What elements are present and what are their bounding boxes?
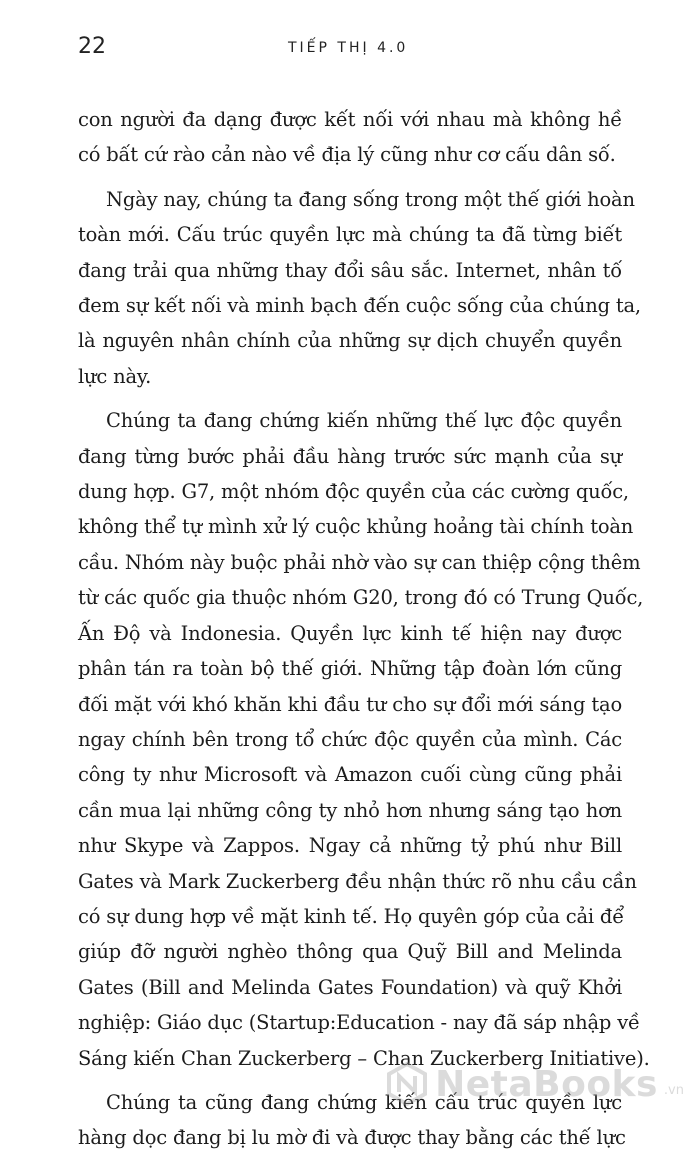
text-line: giúp đỡ người nghèo thông qua Quỹ Bill and Melinda <box>78 940 622 964</box>
text-line: đem sự kết nối và minh bạch đến cuộc sống của chúng ta, <box>78 294 641 318</box>
text-line: Sáng kiến Chan Zuckerberg – Chan Zuckerberg Initiative). <box>78 1046 650 1070</box>
text-line: công ty như Microsoft và Amazon cuối cùng cũng phải <box>78 763 622 787</box>
text-line: đang trải qua những thay đổi sâu sắc. Internet, nhân tố <box>78 258 622 282</box>
netabooks-logo-icon <box>385 1062 429 1106</box>
text-line: đang từng bước phải đầu hàng trước sức mạnh của sự <box>78 444 622 468</box>
watermark-suffix: .vn <box>663 1083 684 1098</box>
running-title: TIẾP THỊ 4.0 <box>288 40 409 56</box>
text-line: Gates và Mark Zuckerberg đều nhận thức rõ nhu cầu cần <box>78 869 637 893</box>
text-line: không thể tự mình xử lý cuộc khủng hoảng tài chính toàn <box>78 515 634 539</box>
text-line: Gates (Bill and Melinda Gates Foundation) và quỹ Khởi <box>78 975 622 999</box>
text-line: có sự dung hợp về mặt kinh tế. Họ quyên góp của cải để <box>78 904 625 928</box>
text-line: lực này. <box>78 364 152 388</box>
text-line: nghiệp: Giáo dục (Startup:Education - nay đã sáp nhập về <box>78 1011 640 1035</box>
text-line: như Skype và Zappos. Ngay cả những tỷ phú như Bill <box>78 834 622 858</box>
text-line: là nguyên nhân chính của những sự dịch chuyển quyền <box>78 329 622 353</box>
text-line: ngay chính bên trong tổ chức độc quyền của mình. Các <box>78 727 622 751</box>
text-line: có bất cứ rào cản nào về địa lý cũng như cơ cấu dân số. <box>78 143 616 167</box>
text-line: Chúng ta đang chứng kiến những thế lực độc quyền <box>106 409 622 433</box>
text-line: từ các quốc gia thuộc nhóm G20, trong đó có Trung Quốc, <box>78 586 644 610</box>
text-line: Ngày nay, chúng ta đang sống trong một thế giới hoàn <box>106 187 635 211</box>
text-line: Chúng ta cũng đang chứng kiến cấu trúc quyền lực <box>106 1090 622 1114</box>
text-line: phân tán ra toàn bộ thế giới. Những tập đoàn lớn cũng <box>78 657 622 681</box>
text-line: dung hợp. G7, một nhóm độc quyền của các cường quốc, <box>78 480 629 504</box>
text-line: con người đa dạng được kết nối với nhau mà không hề <box>78 108 622 131</box>
text-line: cầu. Nhóm này buộc phải nhờ vào sự can thiệp cộng thêm <box>78 550 641 574</box>
text-line: hàng dọc đang bị lu mờ đi và được thay bằng các thế lực <box>78 1126 626 1150</box>
text-line: cần mua lại những công ty nhỏ hơn nhưng sáng tạo hơn <box>78 798 622 822</box>
watermark <box>385 1062 684 1106</box>
paragraph <box>78 102 622 173</box>
paragraph <box>78 182 641 394</box>
body-text <box>78 102 650 1165</box>
text-line: toàn mới. Cấu trúc quyền lực mà chúng ta đã từng biết <box>78 223 622 247</box>
page-header <box>78 34 620 64</box>
paragraph <box>78 403 650 1076</box>
text-line: Ấn Độ và Indonesia. Quyền lực kinh tế hiện nay được <box>78 621 622 645</box>
text-line: đối mặt với khó khăn khi đầu tư cho sự đổi mới sáng tạo <box>78 692 622 716</box>
page-number: 22 <box>78 34 106 59</box>
watermark-brand: NetaBooks <box>435 1063 658 1105</box>
